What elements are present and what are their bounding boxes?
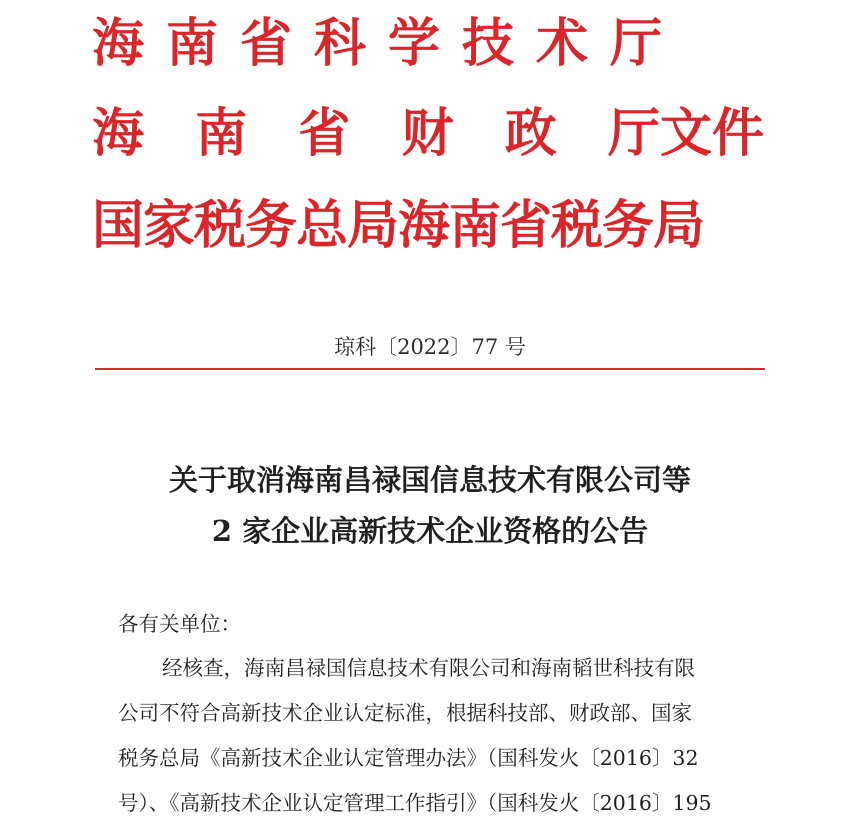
issuer-line-3: 国家税务总局海南省税务局 <box>92 195 705 256</box>
issuer-line-2-char: 财 <box>401 103 454 164</box>
body-line: 税务总局《高新技术企业认定管理办法》（国科发火〔2016〕32 <box>118 746 699 770</box>
issuer-line-2-char: 南 <box>195 103 248 164</box>
body-line <box>118 651 768 681</box>
issuer-line-2-char: 厅文件 <box>607 103 764 164</box>
issuer-line-1: 海南省科学技术厅 <box>92 13 685 74</box>
document-title-line-1: 关于取消海南昌禄国信息技术有限公司等 <box>168 463 691 497</box>
issuer-line-2-char: 省 <box>298 103 351 164</box>
body-line: 公司不符合高新技术企业认定标准，根据科技部、财政部、国家 <box>118 701 692 725</box>
document-number: 琼科〔2022〕77 号 <box>334 335 526 359</box>
red-divider <box>95 368 765 370</box>
issuer-line-2-spread <box>92 104 764 164</box>
issuer-line-2 <box>92 104 764 164</box>
body-line: 号）、《高新技术企业认定管理工作指引》（国科发火〔2016〕195 <box>118 791 712 815</box>
document-title-line-2: 2 家企业高新技术企业资格的公告 <box>211 514 649 548</box>
body-line-text: 经核查，海南昌禄国信息技术有限公司和海南韬世科技有限 <box>162 656 695 680</box>
salutation: 各有关单位： <box>118 612 241 636</box>
issuer-line-2-char: 政 <box>504 103 557 164</box>
issuer-line-2-char: 海 <box>92 103 145 164</box>
